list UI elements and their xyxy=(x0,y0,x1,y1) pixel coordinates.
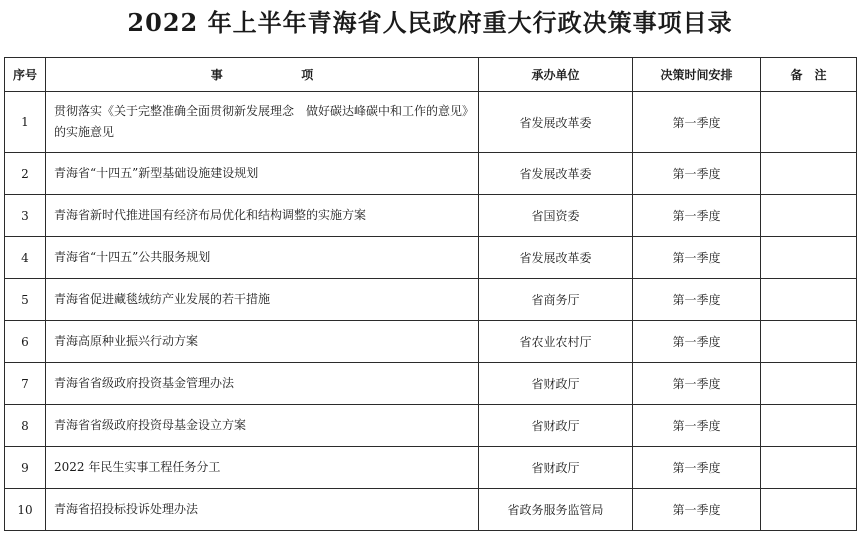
row-item: 青海省促进藏毯绒纺产业发展的若干措施 xyxy=(46,279,479,321)
row-org: 省政务服务监管局 xyxy=(479,489,633,531)
row-time: 第一季度 xyxy=(633,489,761,531)
table-row xyxy=(5,237,857,279)
row-org: 省发展改革委 xyxy=(479,153,633,195)
row-org: 省商务厅 xyxy=(479,279,633,321)
row-note xyxy=(761,279,857,321)
row-time: 第一季度 xyxy=(633,237,761,279)
row-item: 青海省“十四五”公共服务规划 xyxy=(46,237,479,279)
header-org: 承办单位 xyxy=(479,58,633,92)
row-org: 省发展改革委 xyxy=(479,237,633,279)
table-row xyxy=(5,489,857,531)
row-note xyxy=(761,363,857,405)
row-time: 第一季度 xyxy=(633,447,761,489)
row-no: 3 xyxy=(5,195,46,237)
table-row xyxy=(5,195,857,237)
header-time: 决策时间安排 xyxy=(633,58,761,92)
row-no: 6 xyxy=(5,321,46,363)
table-row xyxy=(5,92,857,153)
row-item: 青海省省级政府投资基金管理办法 xyxy=(46,363,479,405)
row-note xyxy=(761,405,857,447)
row-time: 第一季度 xyxy=(633,195,761,237)
row-note xyxy=(761,92,857,153)
row-no: 5 xyxy=(5,279,46,321)
row-note xyxy=(761,195,857,237)
row-note xyxy=(761,489,857,531)
header-note: 备 注 xyxy=(761,58,857,92)
decision-items-table xyxy=(4,57,857,531)
table-header-row xyxy=(5,58,857,92)
row-item: 贯彻落实《关于完整准确全面贯彻新发展理念 做好碳达峰碳中和工作的意见》的实施意见 xyxy=(46,92,479,153)
row-no: 2 xyxy=(5,153,46,195)
header-item xyxy=(46,58,479,92)
table-row xyxy=(5,279,857,321)
row-time: 第一季度 xyxy=(633,405,761,447)
header-item-right: 项 xyxy=(301,68,314,82)
row-time: 第一季度 xyxy=(633,92,761,153)
row-no: 4 xyxy=(5,237,46,279)
table-row xyxy=(5,447,857,489)
row-note xyxy=(761,321,857,363)
table-row xyxy=(5,405,857,447)
row-no: 9 xyxy=(5,447,46,489)
row-note xyxy=(761,153,857,195)
row-item: 青海省省级政府投资母基金设立方案 xyxy=(46,405,479,447)
row-no: 8 xyxy=(5,405,46,447)
row-item: 青海省“十四五”新型基础设施建设规划 xyxy=(46,153,479,195)
page-title: 2022 年上半年青海省人民政府重大行政决策事项目录 xyxy=(127,8,733,37)
row-org: 省发展改革委 xyxy=(479,92,633,153)
row-no: 1 xyxy=(5,92,46,153)
row-org: 省财政厅 xyxy=(479,363,633,405)
row-no: 7 xyxy=(5,363,46,405)
table-row xyxy=(5,153,857,195)
row-org: 省农业农村厅 xyxy=(479,321,633,363)
row-time: 第一季度 xyxy=(633,321,761,363)
row-item: 青海高原种业振兴行动方案 xyxy=(46,321,479,363)
row-org: 省国资委 xyxy=(479,195,633,237)
header-item-left: 事 xyxy=(210,68,223,82)
row-org: 省财政厅 xyxy=(479,405,633,447)
row-note xyxy=(761,237,857,279)
header-no: 序号 xyxy=(5,58,46,92)
row-no: 10 xyxy=(5,489,46,531)
table-row xyxy=(5,321,857,363)
row-item: 青海省新时代推进国有经济布局优化和结构调整的实施方案 xyxy=(46,195,479,237)
row-item: 青海省招投标投诉处理办法 xyxy=(46,489,479,531)
table-row xyxy=(5,363,857,405)
row-note xyxy=(761,447,857,489)
row-org: 省财政厅 xyxy=(479,447,633,489)
row-time: 第一季度 xyxy=(633,279,761,321)
row-time: 第一季度 xyxy=(633,153,761,195)
row-item: 2022 年民生实事工程任务分工 xyxy=(46,447,479,489)
row-time: 第一季度 xyxy=(633,363,761,405)
